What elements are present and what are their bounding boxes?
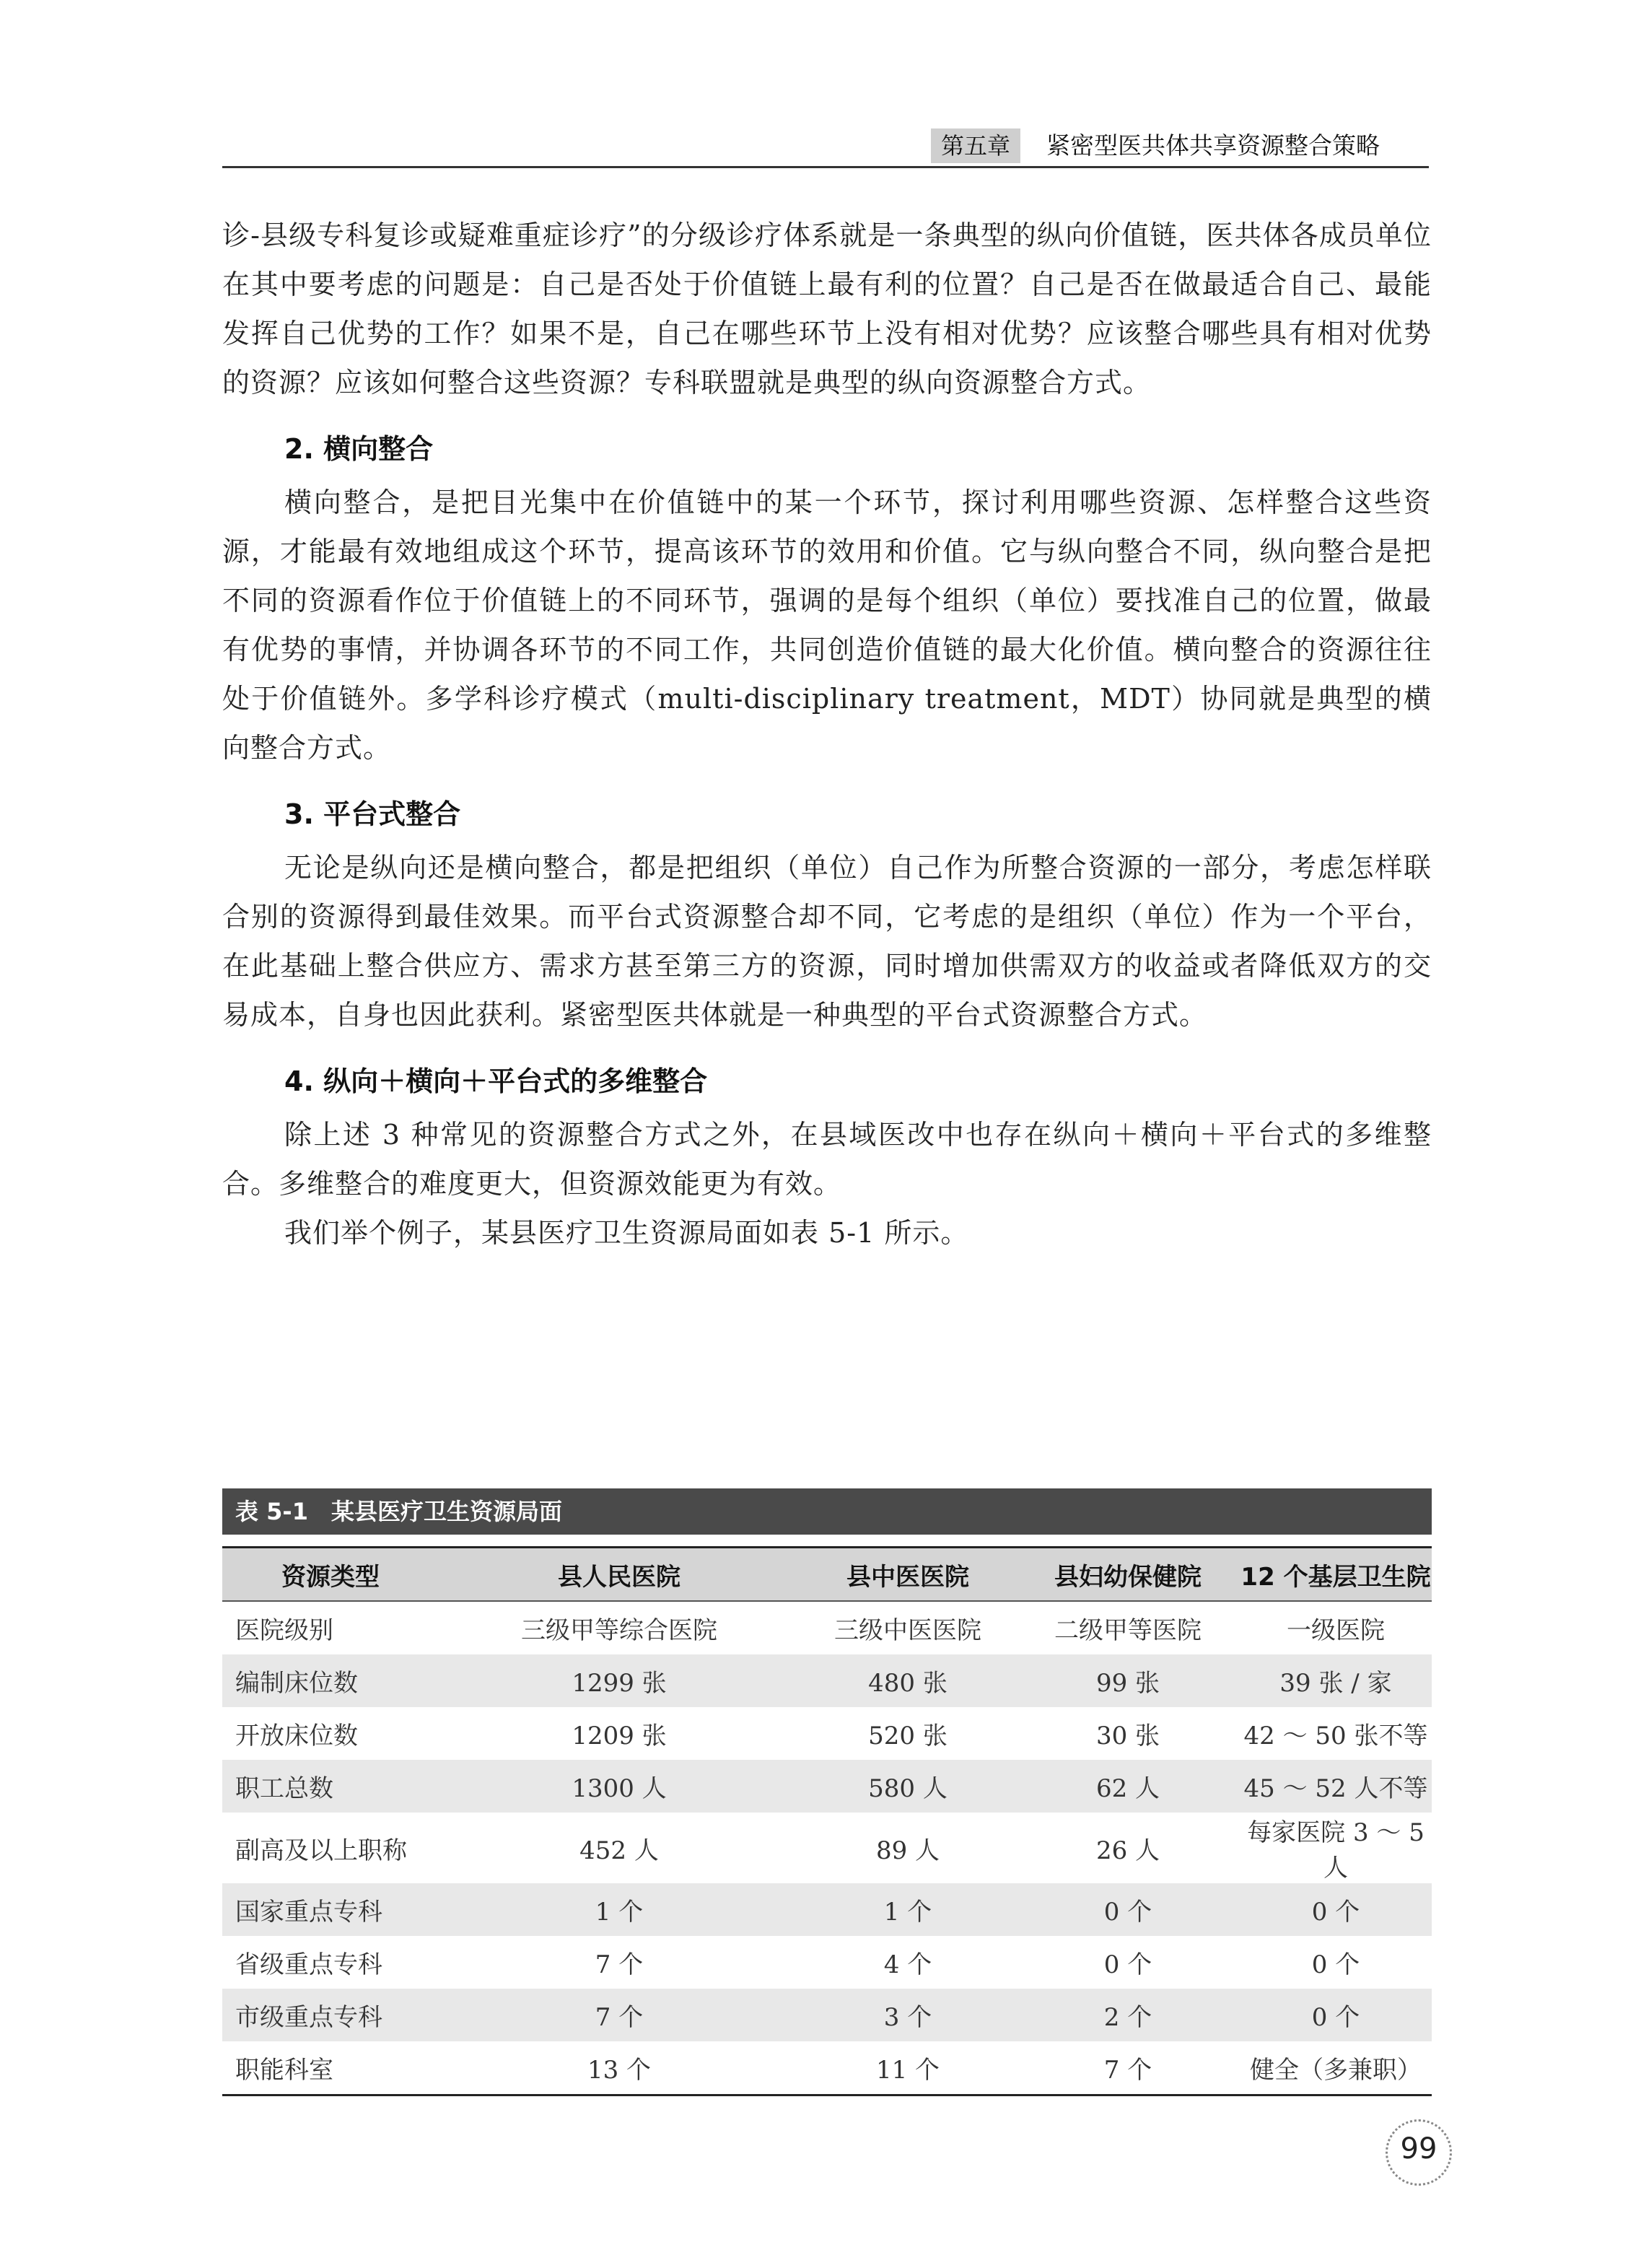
table-cell: 1209 张 [572,1722,667,1750]
table-cell: 三级甲等综合医院 [521,1616,717,1645]
section-heading-platform: 3. 平台式整合 [284,798,461,830]
table-cell: 0 个 [1240,1883,1432,1936]
table-number: 表 5-1 [235,1498,308,1525]
table-cell: 42 ～ 50 张不等 [1243,1722,1428,1750]
table-cell: 26 人 [1095,1836,1160,1865]
table-cell: 30 张 [1095,1722,1160,1750]
table-cell: 编制床位数 [222,1654,439,1707]
page-number-badge [1381,2115,1461,2194]
table-row [222,2041,1432,2095]
chapter-label: 第五章 [931,128,1020,163]
table-cell: 452 人 [579,1836,659,1865]
table-cell: 0 个 [1103,1950,1152,1979]
paragraph-platform: 无论是纵向还是横向整合，都是把组织（单位）自己作为所整合资源的一部分，考虑怎样联合别的资源得到最佳效果。而平台式资源整合却不同，它考虑的是组织（单位）作为一个平台，在此基础上整合供应方、需求方甚至第三方的资源，同时增加供需双方的收益或者降低双方的交易成本，自身也因此获利。紧密型医共体就是一种典型的平台式资源整合方式。 [222,852,1432,1031]
table-cell: 职工总数 [222,1760,439,1813]
table-cell: 7 个 [1016,2041,1240,2095]
table-cell: 2 个 [1016,1989,1240,2041]
table-cell: 580 人 [800,1760,1016,1813]
table-row [222,1936,1432,1989]
section-heading-multidimensional: 4. 纵向＋横向＋平台式的多维整合 [284,1065,708,1097]
table-cell: 三级中医医院 [834,1616,981,1645]
table-cell: 0 个 [1016,1883,1240,1936]
body-text [222,211,1432,1257]
table-cell: 健全（多兼职） [1240,2041,1432,2095]
table-cell: 职能科室 [222,2041,439,2095]
paragraph-multidimensional: 除上述 3 种常见的资源整合方式之外，在县域医改中也存在纵向＋横向＋平台式的多维整合。多维整合的难度更大，但资源效能更为有效。 [222,1119,1432,1200]
paragraph-horizontal: 横向整合，是把目光集中在价值链中的某一个环节，探讨利用哪些资源、怎样整合这些资源，才能最有效地组成这个环节，提高该环节的效用和价值。它与纵向整合不同，纵向整合是把不同的资源看作位于价值链上的不同环节，强调的是每个组织（单位）要找准自己的位置，做最有优势的事情，并协调各环节的不同工作，共同创造价值链的最大化价值。横向整合的资源往往处于价值链外。多学科诊疗模式（multi-disciplinary treatment，MDT）协同就是典型的横向整合方式。 [222,487,1432,764]
header-county-tcm-hospital: 县中医医院 [800,1548,1016,1602]
table-cell: 520 张 [868,1722,948,1750]
table-cell: 480 张 [800,1654,1016,1707]
table-cell: 1300 人 [439,1760,800,1813]
table-cell: 一级医院 [1287,1616,1385,1645]
table-cell: 医院级别 [235,1616,333,1645]
table-cell: 45 ～ 52 人不等 [1240,1760,1432,1813]
section-heading-horizontal: 2. 横向整合 [284,433,434,465]
table-cell: 开放床位数 [235,1722,358,1750]
resource-table [222,1546,1432,2096]
table-cell: 62 人 [1016,1760,1240,1813]
table-header-row [222,1548,1432,1602]
header-primary-health-centers: 12 个基层卫生院 [1240,1548,1432,1602]
header-maternal-child-hospital: 县妇幼保健院 [1016,1548,1240,1602]
table-cell: 39 张 / 家 [1240,1654,1432,1707]
table-cell: 99 张 [1016,1654,1240,1707]
table-caption [222,1488,1432,1535]
table-cell: 1299 张 [439,1654,800,1707]
table-row [222,1883,1432,1936]
table-cell: 市级重点专科 [222,1989,439,2041]
table-cell: 1 个 [439,1883,800,1936]
table-cell: 4 个 [883,1950,932,1979]
table-cell: 11 个 [800,2041,1016,2095]
header-resource-type: 资源类型 [222,1548,439,1602]
table-row [222,1601,1432,1654]
table-title: 某县医疗卫生资源局面 [331,1498,562,1525]
table-cell: 7 个 [439,1989,800,2041]
table-cell: 7 个 [595,1950,644,1979]
table-cell: 0 个 [1240,1989,1432,2041]
table-row [222,1760,1432,1813]
header-county-peoples-hospital: 县人民医院 [439,1548,800,1602]
table-cell: 1 个 [800,1883,1016,1936]
chapter-title: 紧密型医共体共享资源整合策略 [1046,131,1380,160]
page-header [222,128,1429,168]
table-cell: 国家重点专科 [222,1883,439,1936]
table-row [222,1654,1432,1707]
table-cell: 13 个 [439,2041,800,2095]
table-cell: 89 人 [875,1836,940,1865]
table-cell: 0 个 [1311,1950,1360,1979]
table-cell: 3 个 [800,1989,1016,2041]
table-cell: 每家医院 3 ～ 5 人 [1247,1818,1424,1883]
table-cell: 副高及以上职称 [235,1836,407,1865]
paragraph-example: 我们举个例子，某县医疗卫生资源局面如表 5-1 所示。 [284,1217,969,1249]
table-row [222,1707,1432,1760]
table-cell: 省级重点专科 [235,1950,382,1979]
paragraph-continued: 诊-县级专科复诊或疑难重症诊疗”的分级诊疗体系就是一条典型的纵向价值链，医共体各成员单位在其中要考虑的问题是：自己是否处于价值链上最有利的位置？自己是否在做最适合自己、最能发挥自己优势的工作？如果不是，自己在哪些环节上没有相对优势？应该整合哪些具有相对优势的资源？应该如何整合这些资源？专科联盟就是典型的纵向资源整合方式。 [222,219,1432,398]
page-number: 99 [1400,2132,1437,2165]
table-cell: 二级甲等医院 [1054,1616,1202,1645]
table-row [222,1989,1432,2041]
table-row [222,1813,1432,1883]
